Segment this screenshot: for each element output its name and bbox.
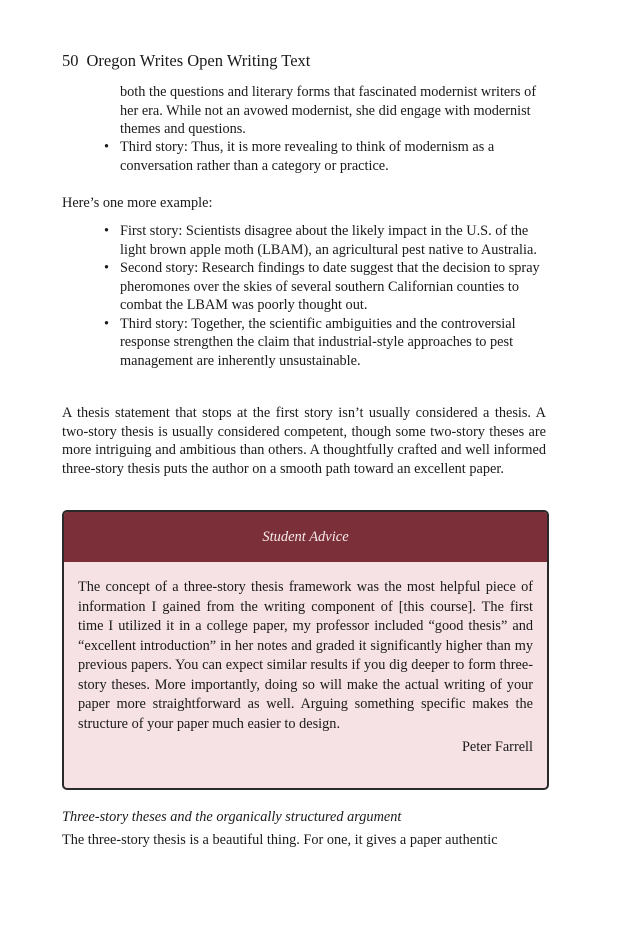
bullet-text: Third story: Together, the scientific ambiguities and the controversial response strengthen the claim that industrial-style approaches to pest management are inherently unsustainable. (120, 315, 516, 369)
list-item (104, 222, 544, 259)
section-heading: Three-story theses and the organically structured argument (62, 809, 402, 825)
running-title: Oregon Writes Open Writing Text (86, 51, 311, 70)
bullet-icon: • (104, 260, 110, 276)
advice-quote: The concept of a three-story thesis framework was the most helpful piece of information I gained from the writing component of [this course]. The first time I utilized it in a college paper, my professor included “good thesis” and “excellent introduction” in her notes and graded it significantly higher than my previous papers. You can expect similar results if you dig deeper to form three-story theses. More importantly, doing so will make the actual writing of your paper more straightforward as well. Arguing something specific makes the structure of your paper much easier to design. (78, 579, 533, 732)
bullet-text: Third story: Thus, it is more revealing to think of modernism as a conversation rather than a category or practice. (120, 139, 495, 174)
bullet-icon: • (104, 139, 110, 155)
student-advice-box (62, 510, 549, 790)
previous-bullet-list (104, 138, 544, 175)
final-paragraph-line: The three-story thesis is a beautiful thing. For one, it gives a paper authentic (62, 832, 498, 848)
example-bullet-list (104, 222, 544, 370)
advice-title: Student Advice (64, 512, 547, 562)
advice-author: Peter Farrell (461, 739, 533, 755)
advice-body (64, 562, 547, 758)
list-item (104, 259, 544, 315)
bullet-text: Second story: Research findings to date suggest that the decision to spray pheromones over the skies of several southern Californian counties to combat the LBAM was poorly thought out. (120, 260, 540, 313)
previous-bullet-continuation: both the questions and literary forms that fascinated modernist writers of her era. While not an avowed modernist, she did engage with modernist themes and questions. (120, 84, 537, 137)
list-item (104, 138, 544, 175)
bullet-text: First story: Scientists disagree about the likely impact in the U.S. of the light brown apple moth (LBAM), an agricultural pest native to Australia. (120, 223, 537, 258)
body-paragraph: A thesis statement that stops at the first story isn’t usually considered a thesis. A two-story thesis is usually considered competent, though some two-story theses are more intriguing and ambitious than others. A thoughtfully crafted and well informed three-story thesis puts the author on a smooth path toward an excellent paper. (62, 405, 546, 477)
list-item (104, 315, 544, 371)
bullet-icon: • (104, 315, 110, 332)
running-header (62, 51, 310, 71)
page-number: 50 (62, 51, 79, 70)
intro-line: Here’s one more example: (62, 195, 213, 211)
bullet-icon: • (104, 223, 110, 239)
